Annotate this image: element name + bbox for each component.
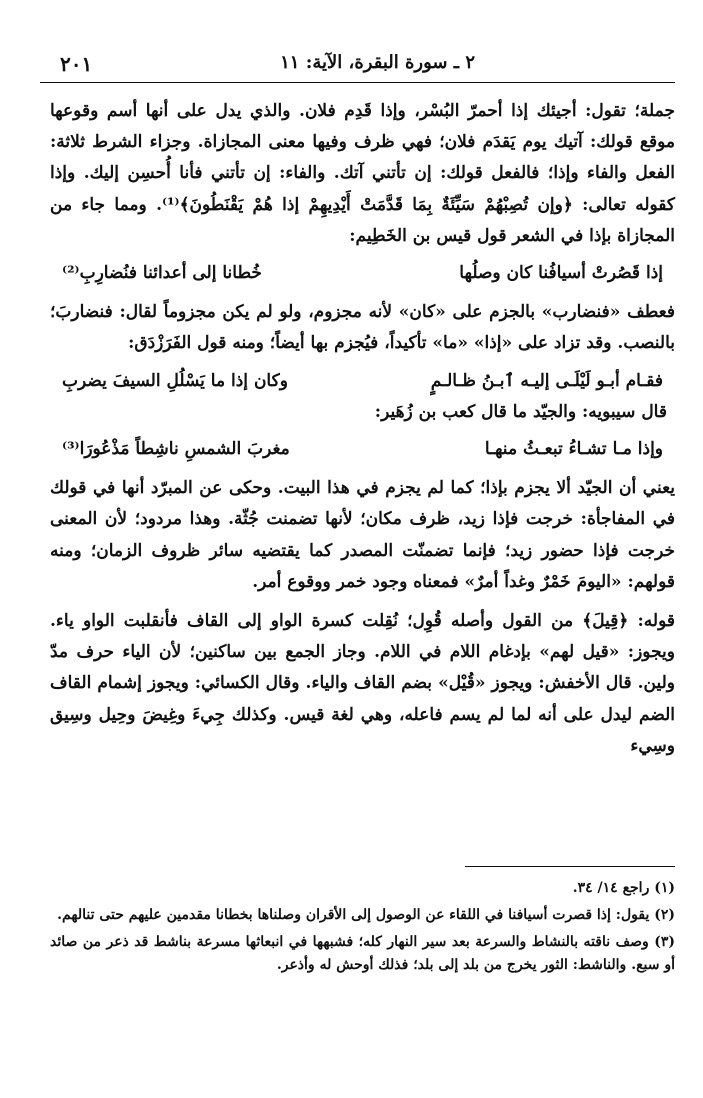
paragraph: قال سيبويه: والجيّد ما قال كعب بن زُهَير: [374, 401, 667, 422]
footnote-divider [465, 866, 675, 867]
verse-first-hemistich: فقـام أبـو لَيْلَـى إليـه ٱبـنُ ظـالـمٍ [430, 370, 663, 391]
verse-second-hemistich: مغربَ الشمسِ ناشِطاً مَذْعُورَا⁽³⁾ [62, 439, 290, 459]
page-header [40, 50, 675, 83]
surah-title: ٢ ـ سورة البقرة، الآية: ١١ [280, 52, 475, 73]
verse-second-hemistich: خُطانا إلى أعدائنا فنُضارِبِ⁽²⁾ [62, 263, 262, 284]
verse-first-hemistich: وإذا مـا تشـاءُ تبعـثُ منهـا [484, 439, 663, 459]
poem-verse [50, 258, 675, 289]
main-text [50, 96, 675, 762]
paragraph: جملة؛ تقول: أجيئك إذا أحمرّ البُسْر، وإذا قَدِم فلان. والذي يدل على أنها أسم وقوعها موقع قولك: آتيك يوم يَقدَم فلان؛ فهي ظرف وفيها معنى المجازاة. وجزاء الشرط ثلاثة: الفعل والفاء وإذا؛ فالفعل قولك: إن تأتني آتك. والفاء: إن تأتني فأنا أُحسِن إليك. وإذا كقوله تعالى: ﴿وإن تُصِبْهُمْ سَيِّئَةٌ بِمَا قَدَّمَتْ أَيْدِيهِمْ إذا هُمْ يَقْنَطُونَ﴾⁽¹⁾. ومما جاء من المجازاة بإذا في الشعر قول قيس بن الخَطِيم: [50, 101, 676, 246]
paragraph: فعطف «فنضارب» بالجزم على «كان» لأنه مجزوم، ولو لم يكن مجزوماً لقال: فنضاربَ؛ بالنصب. وقد تزاد على «إذا» «ما» تأكيداً، فيُجزم بها أيضاً؛ ومنه قول الفَرَزْدَق: [50, 302, 675, 354]
page-number: ٢٠١ [60, 52, 93, 76]
verse-second-hemistich: وكان إذا ما يَسْلُلِ السيفَ يضربِ [62, 370, 288, 391]
verse-first-hemistich: إذا قَصُرتْ أسيافُنا كان وصلُها [459, 263, 663, 284]
footnote: (٢) يقول: إذا قصرت أسيافنا في اللقاء عن الوصول إلى الأقران وصلناها بخطانا مقدمين عليهم حتى تنالهم. [57, 907, 675, 923]
poem-verse [50, 366, 675, 397]
footnotes [50, 866, 675, 981]
paragraph: قوله: ﴿قِيلَ﴾ من القول وأصله قُوِل؛ نُقِلت كسرة الواو إلى القاف فأنقلبت الواو ياء. ويجوز: «قيل لهم» بإدغام اللام في اللام. وجاز الجمع بين ساكنين؛ لأن الياء حرف مدّ ولين. قال الأخفش: ويجوز «قُيْل» بضم القاف والياء. وقال الكسائي: ويجوز إشمام القاف الضم ليدل على أنه لما لم يسم فاعله، وهي لغة قيس. وكذلك جِيءَ وغِيضَ وحِيل وسِيق وسِيء [50, 611, 675, 756]
paragraph: يعني أن الجيّد ألا يجزم بإذا؛ كما لم يجزم في هذا البيت. وحكى عن المبرّد أنها في قولك في المفاجأة: خرجت فإذا زيد، ظرف مكان؛ لأنها تضمنت جُثّة. وهذا مردود؛ لأن المعنى خرجت فإذا حضور زيد؛ فإنما تضمنّت المصدر كما يقتضيه سائر ظروف الزمان؛ ومنه قولهم: «اليومَ خَمْرٌ وغداً أمرٌ» فمعناه وجود خمر ووقوع أمر. [50, 478, 676, 592]
footnote: (٣) وصف ناقته بالنشاط والسرعة بعد سير النهار كله؛ فشبهها في انبعاثها مسرعة بناشط قد ذعر من صائد أو سبع. والناشط: الثور يخرج من بلد إلى بلد؛ فذلك أوحش له وأذعر. [50, 934, 675, 973]
footnote: (١) راجع ١٤/ ٣٤. [572, 880, 675, 896]
poem-verse [50, 434, 675, 465]
